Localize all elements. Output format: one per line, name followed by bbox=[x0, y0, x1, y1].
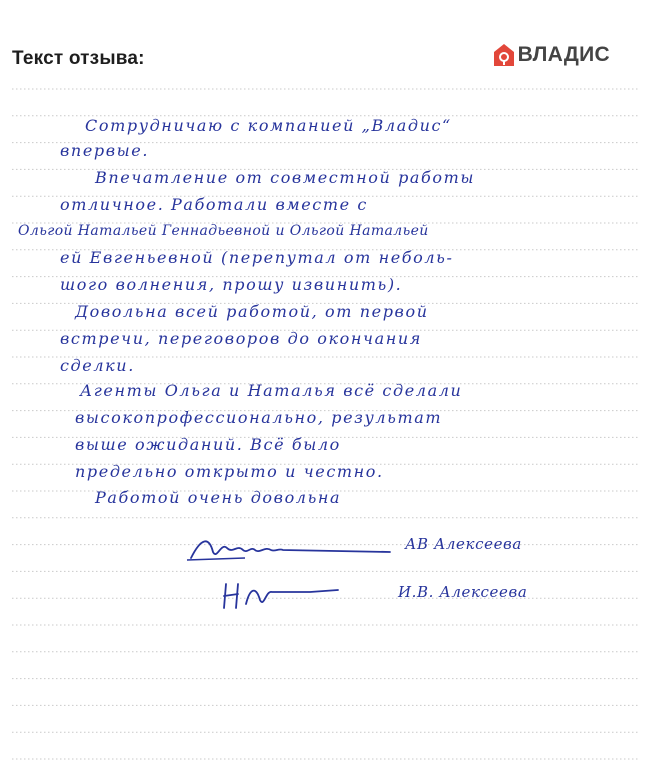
review-line: Агенты Ольга и Наталья всё сделали bbox=[80, 381, 463, 400]
review-line: предельно открыто и честно. bbox=[75, 462, 384, 481]
signature-name: АВ Алексеева bbox=[405, 535, 522, 553]
review-line: высокопрофессионально, результат bbox=[75, 408, 443, 427]
review-line: Впечатление от совместной работы bbox=[95, 168, 476, 187]
review-line: Довольна всей работой, от первой bbox=[75, 302, 429, 321]
review-line: впервые. bbox=[60, 141, 150, 160]
logo-wordmark: ВЛАДИС bbox=[517, 43, 610, 66]
page-title: Текст отзыва: bbox=[12, 48, 145, 69]
review-line: встречи, переговоров до окончания bbox=[60, 329, 422, 348]
signature-1 bbox=[185, 530, 395, 570]
review-line: отличное. Работали вместе с bbox=[60, 195, 368, 214]
review-line: шого волнения, прошу извинить). bbox=[60, 275, 403, 294]
signature-name: И.В. Алексеева bbox=[398, 583, 528, 601]
review-line: сделки. bbox=[60, 356, 135, 375]
review-line: Работой очень довольна bbox=[95, 488, 342, 507]
review-line: Ольгой Натальей Геннадьевной и Ольгой Натальей bbox=[18, 223, 429, 239]
review-line: ей Евгеньевной (перепутал от неболь- bbox=[60, 248, 454, 267]
review-line: Сотрудничаю с компанией „Владис“ bbox=[85, 116, 452, 135]
review-line: выше ожиданий. Всё было bbox=[75, 435, 341, 454]
signature-2 bbox=[220, 580, 340, 614]
